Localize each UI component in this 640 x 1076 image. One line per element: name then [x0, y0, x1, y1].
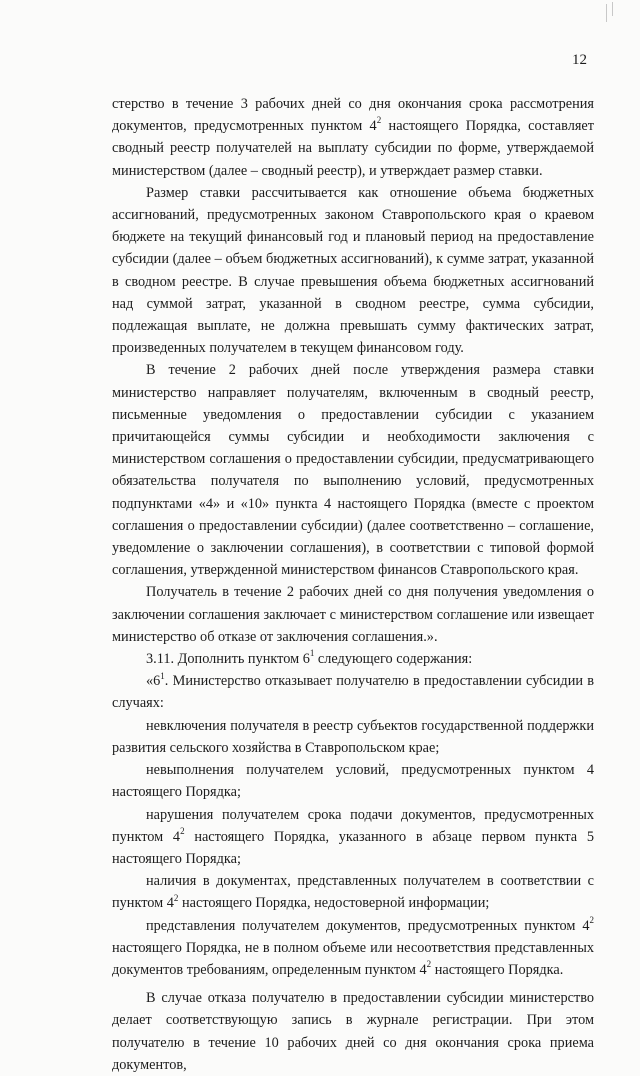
paragraph: представления получателем документов, предусмотренных пунктом $4^2$ настоящего Порядка, не в полном объеме или несоответствия представленных документов требованиям, определенным пунктом $4^2$ настоящего Порядка. — [112, 914, 594, 978]
page-number: 12 — [572, 52, 587, 68]
document-body — [112, 93, 594, 1076]
paragraph: стерство в течение 3 рабочих дней со дня окончания срока рассмотрения документов, предусмотренных пунктом $4^2$ настоящего Порядка, составляет сводный реестр получателей на выплату субсидии по форме, утверждаемой министерством (далее – сводный реестр), и утверждает размер ставки. — [112, 96, 594, 179]
paragraph: В случае отказа получателю в предоставлении субсидии министерство делает соответствующую запись в журнале регистрации. При этом получателю в течение 10 рабочих дней со дня окончания срока приема документов, — [112, 990, 594, 1073]
paragraph: Размер ставки рассчитывается как отношение объема бюджетных ассигнований, предусмотренных законом Ставропольского края о краевом бюджете на текущий финансовый год и плановый период на предоставление субсидии (далее – объем бюджетных ассигнований), к сумме затрат, указанной в сводном реестре. В случае превышения объема бюджетных ассигнований над суммой затрат, указанной в сводном реестре, сумма субсидии, подлежащая выплате, не должна превышать сумму фактических затрат, произведенных получателем в текущем финансовом году. — [112, 184, 594, 357]
scan-edge-mark — [606, 4, 607, 22]
paragraph: «$6^1$. Министерство отказывает получателю в предоставлении субсидии в случаях: — [112, 670, 594, 712]
paragraph: Получатель в течение 2 рабочих дней со дня получения уведомления о заключении соглашения заключает с министерством соглашение или извещает министерство об отказе от заключения соглашения.». — [112, 584, 594, 645]
paragraph: В течение 2 рабочих дней после утверждения размера ставки министерство направляет получателям, включенным в сводный реестр, письменные уведомления о предоставлении субсидии с указанием причитающейся суммы субсидии и необходимости заключения с министерством соглашения о предоставлении субсидии, предусматривающего обязательства получателя по выполнению условий, предусмотренных подпунктами «4» и «10» пункта 4 настоящего Порядка (вместе с проектом соглашения о предоставлении субсидии) (далее соответственно – соглашение, уведомление о заключении соглашения), в соответствии с типовой формой соглашения, утвержденной министерством финансов Ставропольского края. — [112, 362, 594, 579]
scan-edge-mark — [612, 2, 613, 16]
paragraph: наличия в документах, представленных получателем в соответствии с пунктом $4^2$ настоящего Порядка, недостоверной информации; — [112, 873, 594, 912]
paragraph: невключения получателя в реестр субъектов государственной поддержки развития сельского хозяйства в Ставропольском крае; — [112, 717, 594, 756]
paragraph: 3.11. Дополнить пунктом $6^1$ следующего содержания: — [146, 648, 473, 668]
paragraph: невыполнения получателем условий, предусмотренных пунктом 4 настоящего Порядка; — [112, 762, 594, 801]
paragraph: нарушения получателем срока подачи документов, предусмотренных пунктом $4^2$ настоящего Порядка, указанного в абзаце первом пункта 5 настоящего Порядка; — [112, 806, 594, 867]
